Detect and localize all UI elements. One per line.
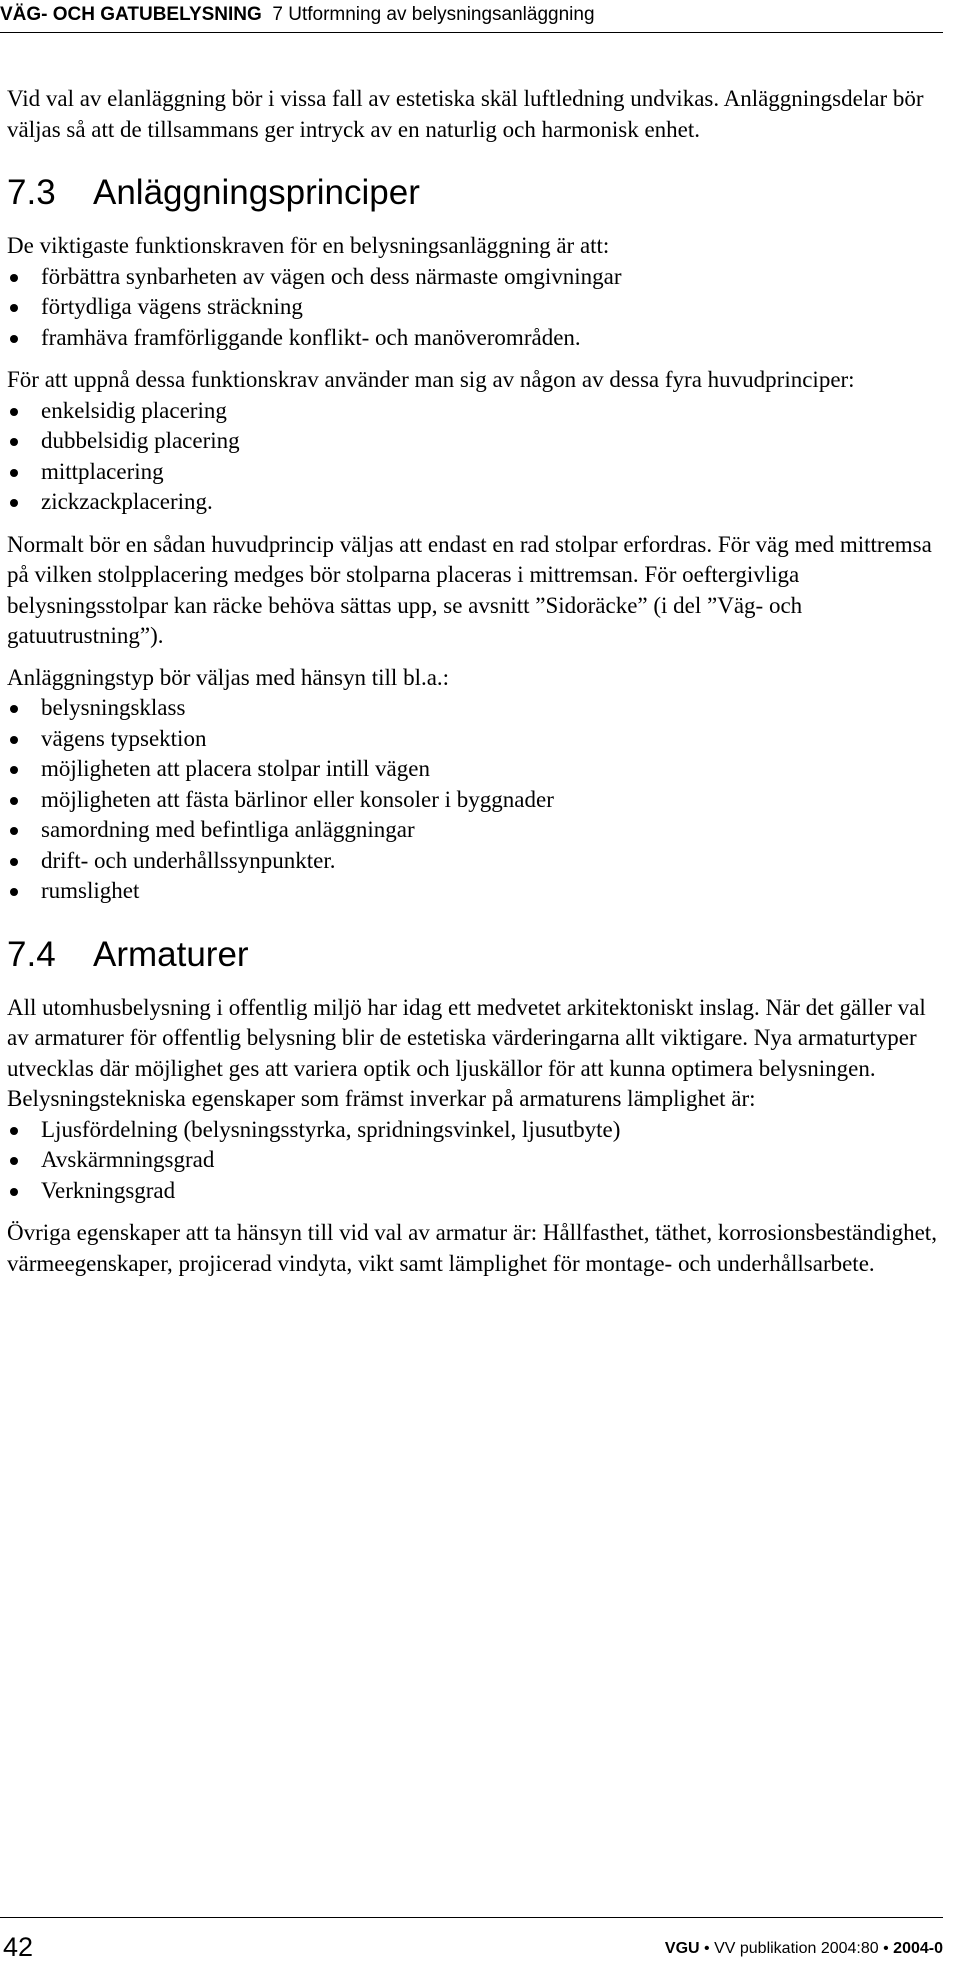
header-chapter: VÄG- OCH GATUBELYSNING (0, 4, 262, 25)
paragraph: Övriga egenskaper att ta hänsyn till vid val av armatur är: Hållfasthet, täthet, korrosionsbeständighet, värmeegenskaper, projicerad vindyta, vikt samt lämplighet för montage- och underhållsarbete. (7, 1220, 937, 1276)
list-item: möjligheten att fästa bärlinor eller konsoler i byggnader (7, 785, 937, 816)
section-title: Armaturer (93, 934, 249, 974)
bullet-list-placement-principles (7, 396, 937, 518)
paragraph: All utomhusbelysning i offentlig miljö har idag ett medvetet arkitektoniskt inslag. När det gäller val av armaturer för offentlig belysning blir de estetiska värderingarna allt viktigare. Nya armaturtyper utvecklas där möjlighet ges att variera optik och ljuskällor för att kunna optimera belysningen. Belysningstekniska egenskaper som främst inverkar på armaturens lämplighet är: (7, 994, 926, 1111)
footer-separator: • (883, 1940, 889, 1957)
paragraph: Normalt bör en sådan huvudprincip väljas att endast en rad stolpar erfordras. För väg med mittremsa på vilken stolpplacering medges bör stolparna placeras i mittremsan. För oeftergivliga belysningsstolpar kan räcke behöva sättas upp, se avsnitt ”Sidoräcke” (i del ”Väg- och gatuutrustning”). (7, 531, 932, 648)
paragraph: De viktigaste funktionskraven för en belysningsanläggning är att: (7, 233, 610, 258)
list-item: Ljusfördelning (belysningsstyrka, spridningsvinkel, ljusutbyte) (7, 1115, 937, 1146)
bullet-list-functional-requirements (7, 262, 937, 354)
footer-separator: • (704, 1940, 710, 1957)
footer-publication-id: VV publikation 2004:80 (714, 1940, 879, 1957)
list-item: förtydliga vägens sträckning (7, 292, 937, 323)
section-number: 7.3 (7, 173, 56, 212)
list-item: drift- och underhållssynpunkter. (7, 846, 937, 877)
list-item: Avskärmningsgrad (7, 1145, 937, 1176)
section-title: Anläggningsprinciper (93, 173, 420, 212)
list-item: rumslighet (7, 876, 937, 907)
section-heading-7-4 (7, 935, 937, 975)
section-number: 7.4 (7, 934, 56, 974)
list-item: belysningsklass (7, 693, 937, 724)
list-item: zickzackplacering. (7, 487, 937, 518)
list-item: möjligheten att placera stolpar intill vägen (7, 754, 937, 785)
list-item: enkelsidig placering (7, 396, 937, 427)
footer-edition: 2004-0 (893, 1940, 943, 1957)
paragraph: Anläggningstyp bör väljas med hänsyn till bl.a.: (7, 664, 450, 690)
header-section: 7 Utformning av belysningsanläggning (272, 4, 595, 25)
list-item: Verkningsgrad (7, 1176, 937, 1207)
running-header (0, 0, 943, 33)
list-item: framhäva framförliggande konflikt- och manöverområden. (7, 323, 937, 354)
list-item: vägens typsektion (7, 724, 937, 755)
footer-org: VGU (664, 1940, 700, 1957)
bullet-list-installation-factors (7, 693, 937, 907)
paragraph: För att uppnå dessa funktionskrav använder man sig av någon av dessa fyra huvudprinciper: (7, 367, 855, 392)
list-item: förbättra synbarheten av vägen och dess närmaste omgivningar (7, 262, 937, 293)
page-number: 42 (3, 1932, 34, 1962)
list-item: samordning med befintliga anläggningar (7, 815, 937, 846)
footer-rule (0, 1917, 943, 1918)
bullet-list-lighting-properties (7, 1115, 937, 1207)
intro-paragraph: Vid val av elanläggning bör i vissa fall av estetiska skäl luftledning undvikas. Anläggningsdelar bör väljas så att de tillsammans ger intryck av en naturlig och harmonisk enhet. (7, 86, 924, 142)
section-heading-7-3 (7, 173, 937, 213)
footer-publication (665, 1939, 943, 1959)
list-item: dubbelsidig placering (7, 426, 937, 457)
page-content (7, 84, 937, 1290)
list-item: mittplacering (7, 457, 937, 488)
